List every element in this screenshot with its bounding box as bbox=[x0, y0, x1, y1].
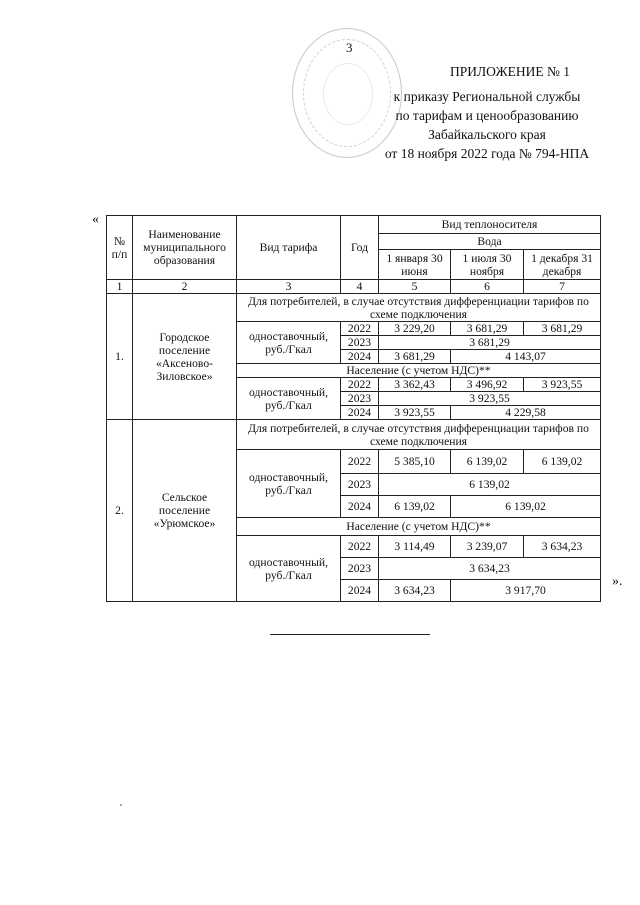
header-municipality: Наименование муниципального образования bbox=[133, 216, 237, 280]
tariff-value: 3 229,20 bbox=[379, 322, 451, 336]
separator-line bbox=[270, 634, 430, 635]
tariff-value: 3 114,49 bbox=[379, 536, 451, 558]
tariff-table bbox=[106, 215, 601, 602]
column-number: 2 bbox=[133, 280, 237, 294]
tariff-value: 6 139,02 bbox=[451, 450, 524, 474]
population-caption: Население (с учетом НДС)** bbox=[237, 518, 601, 536]
tariff-value: 3 681,29 bbox=[379, 350, 451, 364]
column-number: 3 bbox=[237, 280, 341, 294]
header-period: 1 июля 30 ноября bbox=[451, 250, 524, 280]
consumers-caption: Для потребителей, в случае отсутствия дифференциации тарифов по схеме подключения bbox=[237, 294, 601, 322]
tariff-value: 3 634,23 bbox=[379, 580, 451, 602]
tariff-value: 3 681,29 bbox=[379, 336, 601, 350]
header-tariff-type: Вид тарифа bbox=[237, 216, 341, 280]
column-number: 7 bbox=[524, 280, 601, 294]
tariff-value: 3 681,29 bbox=[451, 322, 524, 336]
tariff-value: 3 239,07 bbox=[451, 536, 524, 558]
column-number: 4 bbox=[341, 280, 379, 294]
header-num: № п/п bbox=[107, 216, 133, 280]
header-carrier: Вид теплоносителя bbox=[379, 216, 601, 234]
year-cell: 2024 bbox=[341, 580, 379, 602]
tariff-type: одноставочный, руб./Гкал bbox=[237, 536, 341, 602]
header-line: Забайкальского края bbox=[428, 127, 546, 142]
closing-quote: ». bbox=[612, 574, 623, 589]
population-caption: Население (с учетом НДС)** bbox=[237, 364, 601, 378]
header-line: к приказу Региональной службы bbox=[393, 89, 581, 104]
year-cell: 2023 bbox=[341, 558, 379, 580]
page-number: 3 bbox=[346, 40, 353, 55]
tariff-value: 3 681,29 bbox=[524, 322, 601, 336]
year-cell: 2023 bbox=[341, 392, 379, 406]
header-period: 1 декабря 31 декабря bbox=[524, 250, 601, 280]
tariff-value: 3 917,70 bbox=[451, 580, 601, 602]
appendix-header bbox=[350, 62, 610, 163]
scan-speck bbox=[120, 804, 122, 806]
year-cell: 2023 bbox=[341, 336, 379, 350]
consumers-caption: Для потребителей, в случае отсутствия дифференциации тарифов по схеме подключения bbox=[237, 420, 601, 450]
opening-quote: « bbox=[92, 212, 99, 227]
tariff-value: 3 362,43 bbox=[379, 378, 451, 392]
appendix-title: ПРИЛОЖЕНИЕ № 1 bbox=[449, 64, 571, 79]
tariff-value: 4 229,58 bbox=[451, 406, 601, 420]
header-period: 1 января 30 июня bbox=[379, 250, 451, 280]
municipality-name: Сельское поселение «Урюмское» bbox=[133, 420, 237, 602]
year-cell: 2022 bbox=[341, 322, 379, 336]
tariff-value: 6 139,02 bbox=[379, 496, 451, 518]
tariff-value: 3 923,55 bbox=[524, 378, 601, 392]
tariff-value: 3 923,55 bbox=[379, 392, 601, 406]
header-line: от 18 ноября 2022 года № 794-НПА bbox=[384, 146, 590, 161]
tariff-value: 3 634,23 bbox=[524, 536, 601, 558]
year-cell: 2022 bbox=[341, 378, 379, 392]
municipality-name: Городское поселение «Аксеново-Зиловское» bbox=[133, 294, 237, 420]
column-number: 6 bbox=[451, 280, 524, 294]
tariff-type: одноставочный, руб./Гкал bbox=[237, 322, 341, 364]
tariff-value: 3 496,92 bbox=[451, 378, 524, 392]
row-number: 2. bbox=[107, 420, 133, 602]
year-cell: 2024 bbox=[341, 406, 379, 420]
year-cell: 2023 bbox=[341, 474, 379, 496]
tariff-value: 6 139,02 bbox=[524, 450, 601, 474]
tariff-type: одноставочный, руб./Гкал bbox=[237, 450, 341, 518]
header-line: по тарифам и ценообразованию bbox=[395, 108, 579, 123]
tariff-value: 5 385,10 bbox=[379, 450, 451, 474]
year-cell: 2024 bbox=[341, 496, 379, 518]
tariff-value: 4 143,07 bbox=[451, 350, 601, 364]
row-number: 1. bbox=[107, 294, 133, 420]
tariff-value: 3 923,55 bbox=[379, 406, 451, 420]
year-cell: 2024 bbox=[341, 350, 379, 364]
header-water: Вода bbox=[379, 234, 601, 250]
header-year: Год bbox=[341, 216, 379, 280]
tariff-type: одноставочный, руб./Гкал bbox=[237, 378, 341, 420]
column-number: 5 bbox=[379, 280, 451, 294]
column-number: 1 bbox=[107, 280, 133, 294]
tariff-value: 3 634,23 bbox=[379, 558, 601, 580]
tariff-value: 6 139,02 bbox=[451, 496, 601, 518]
year-cell: 2022 bbox=[341, 536, 379, 558]
tariff-value: 6 139,02 bbox=[379, 474, 601, 496]
year-cell: 2022 bbox=[341, 450, 379, 474]
